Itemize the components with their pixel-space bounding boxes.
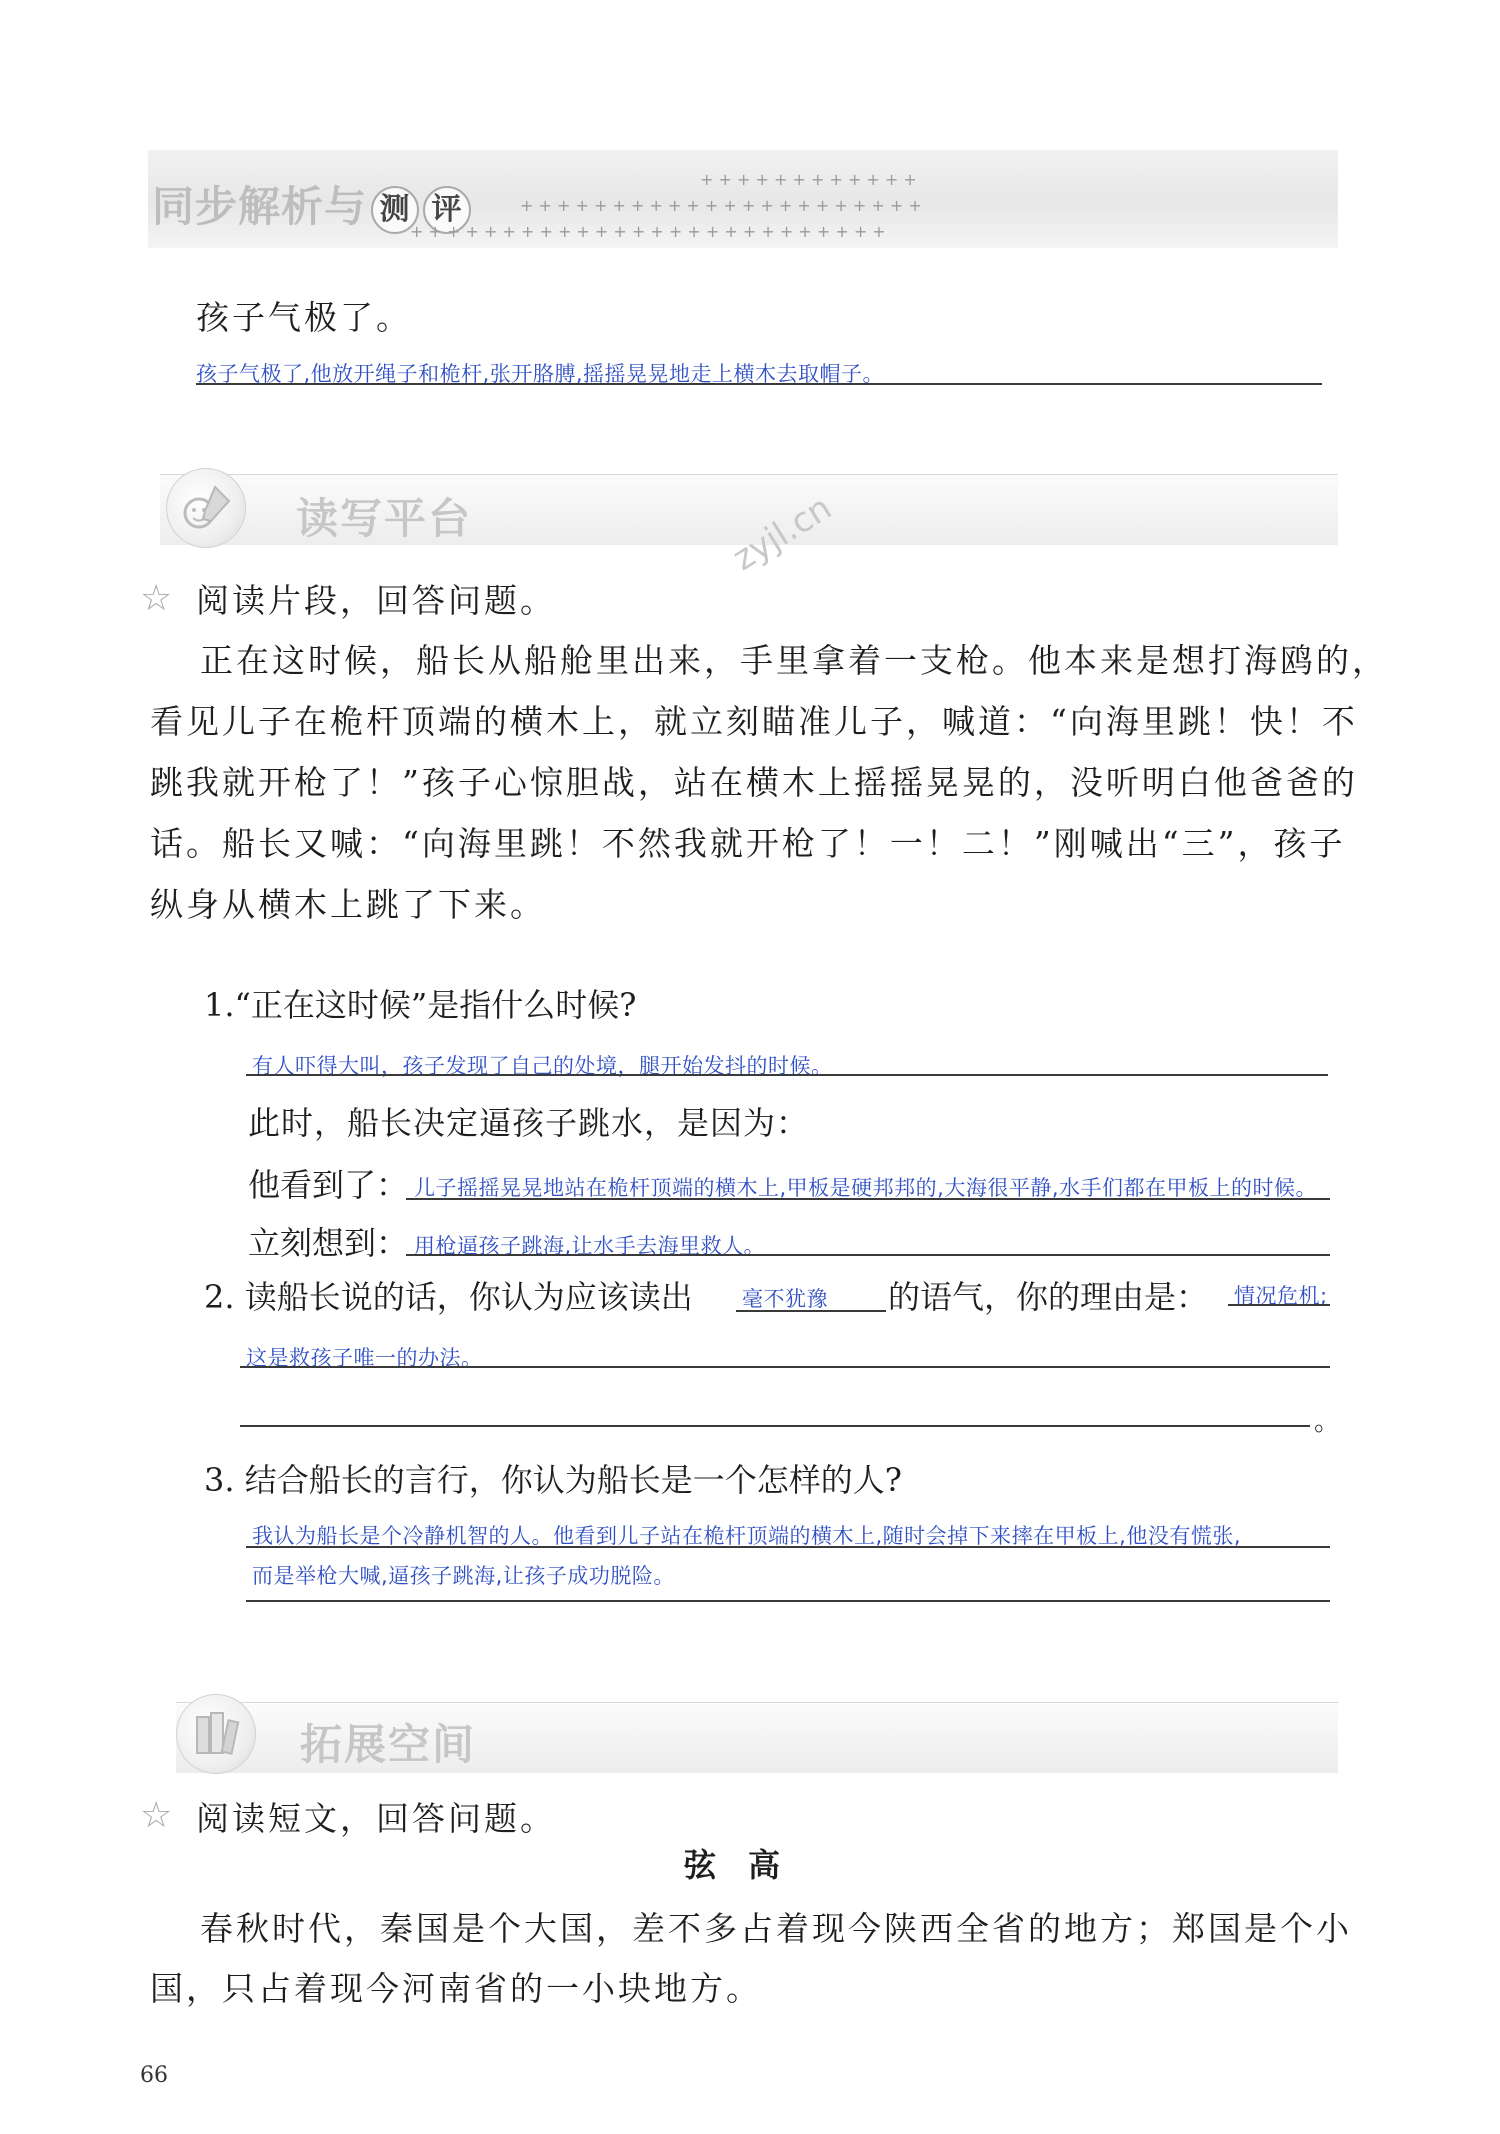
story-title: 弦 高: [684, 1846, 781, 1884]
q1-thought-answer: 用枪逼孩子跳海,让水手去海里救人。: [414, 1234, 766, 1258]
section1-badge: [166, 468, 246, 548]
question-2-part-b: 的语气，你的理由是：: [888, 1278, 1209, 1316]
q2-reason-line-b: [240, 1366, 1330, 1368]
q1-saw-label: 他看到了：: [248, 1166, 409, 1204]
q2-reason-a: 情况危机;: [1234, 1284, 1328, 1308]
section1-instruction: 阅读片段，回答问题。: [196, 581, 556, 620]
q3-answer-b: 而是举枪大喊,逼孩子跳海,让孩子成功脱险。: [252, 1564, 675, 1588]
header-badge-ping: 评: [423, 186, 471, 234]
star-icon: ☆: [140, 1795, 173, 1836]
q1-answer: 有人吓得大叫，孩子发现了自己的处境，腿开始发抖的时候。: [252, 1054, 833, 1078]
q1-thought-label: 立刻想到：: [248, 1224, 409, 1262]
passage-line: 话。船长又喊：“向海里跳！不然我就开枪了！一！二！”刚喊出“三”，孩子: [150, 824, 1346, 863]
q2-end-mark: 。: [1314, 1407, 1341, 1437]
q3-answer-line-a: [246, 1546, 1330, 1548]
section1-title: 读写平台: [296, 494, 473, 543]
passage-line: 看见儿子在桅杆顶端的横木上，就立刻瞄准儿子，喊道：“向海里跳！快！不: [150, 702, 1358, 741]
svg-text:+ + + + + + + + + + + + + + +: + + + + + + + + + + + + + + + + + + + + + +: [520, 196, 922, 215]
star-icon: ☆: [140, 578, 173, 619]
story-passage-line: 春秋时代，秦国是个大国，差不多占着现今陕西全省的地方；郑国是个小: [200, 1909, 1352, 1948]
passage-line: 正在这时候，船长从船舱里出来，手里拿着一支枪。他本来是想打海鸥的，: [200, 641, 1388, 680]
question-3: 3. 结合船长的言行，你认为船长是一个怎样的人?: [204, 1461, 902, 1499]
q1-answer-line: [246, 1074, 1328, 1076]
q1-sub-intro: 此时，船长决定逼孩子跳水，是因为：: [248, 1104, 810, 1142]
q2-reason-line-a: [1228, 1304, 1330, 1306]
passage-line: 跳我就开枪了！”孩子心惊胆战，站在横木上摇摇晃晃的，没听明白他爸爸的: [150, 763, 1358, 802]
header-badge-ce: 测: [371, 186, 419, 234]
q2-blank-line: [736, 1310, 886, 1312]
svg-text:+ + + + + + + + + + + + + + +: + + + + + + + + + + + + + + + + + + + + + + + + + +: [410, 222, 886, 241]
q1-saw-line: [406, 1198, 1330, 1200]
section2-title: 拓展空间: [300, 1720, 477, 1769]
writing-pen-icon: [167, 469, 245, 547]
q2-blank-answer: 毫不犹豫: [742, 1287, 828, 1311]
q2-reason-line-c: [240, 1425, 1310, 1427]
header-cross-pattern: [410, 165, 940, 245]
q3-answer-a: 我认为船长是个冷静机智的人。他看到儿子站在桅杆顶端的横木上,随时会掉下来摔在甲板上,他没有慌张,: [252, 1524, 1242, 1548]
page-number: 66: [140, 2063, 168, 2088]
header-title-text: 同步解析与: [152, 182, 368, 231]
intro-answer-line: [196, 383, 1322, 385]
q1-thought-line: [406, 1254, 1330, 1256]
q1-saw-answer: 儿子摇摇晃晃地站在桅杆顶端的横木上,甲板是硬邦邦的,大海很平静,水手们都在甲板上的时候。: [414, 1176, 1318, 1200]
section2-badge: [176, 1694, 256, 1774]
section2-instruction: 阅读短文，回答问题。: [196, 1799, 556, 1838]
story-passage-line: 国，只占着现今河南省的一小块地方。: [150, 1969, 762, 2008]
passage-line: 纵身从横木上跳了下来。: [150, 885, 546, 924]
q3-answer-line-b: [246, 1600, 1330, 1602]
watermark: zyjl.cn: [726, 487, 839, 579]
book-stack-icon: [177, 1695, 255, 1773]
intro-answer: 孩子气极了,他放开绳子和桅杆,张开胳膊,摇摇晃晃地走上横木去取帽子。: [196, 362, 885, 386]
intro-sentence: 孩子气极了。: [196, 298, 412, 337]
svg-text:+ + + + + + + + + + + +: + + + + + + + + + + + +: [700, 170, 917, 189]
question-1: 1.“正在这时候”是指什么时候?: [204, 986, 637, 1024]
question-2-part-a: 2. 读船长说的话，你认为应该读出: [204, 1278, 693, 1316]
q2-reason-b: 这是救孩子唯一的办法。: [246, 1346, 483, 1370]
